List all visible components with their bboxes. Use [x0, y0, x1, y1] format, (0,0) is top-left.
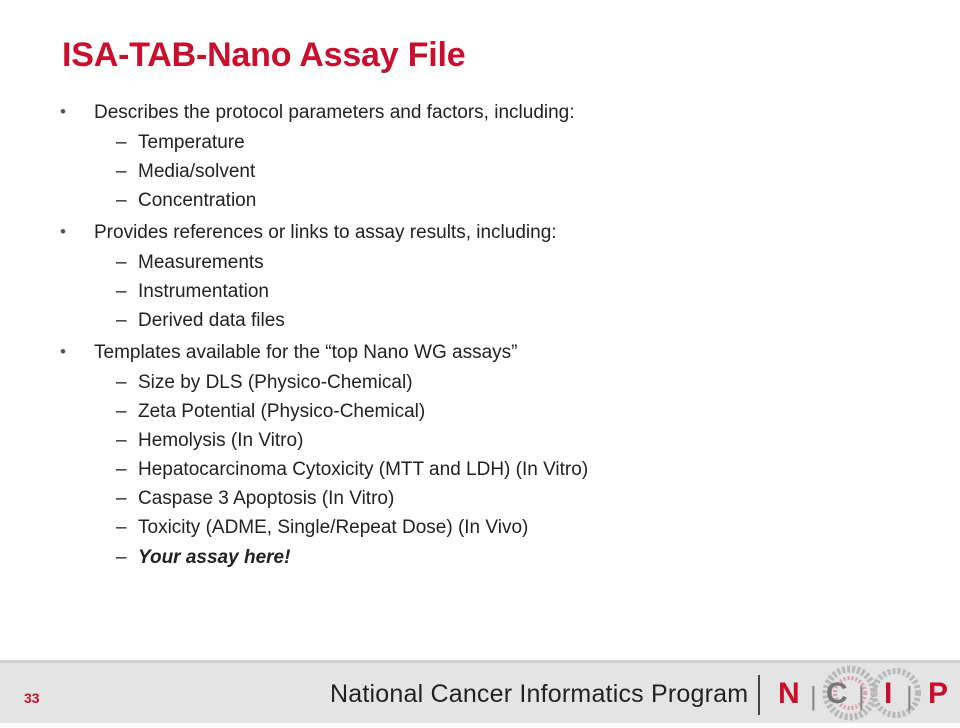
sub-item-text: Derived data files [138, 310, 285, 331]
bullet-mark: • [60, 342, 66, 361]
dash-mark: – [116, 190, 127, 211]
slide-title: ISA-TAB-Nano Assay File [62, 36, 466, 74]
dash-mark: – [116, 401, 127, 422]
sub-item-text: Hepatocarcinoma Cytoxicity (MTT and LDH) (In Vitro) [138, 459, 589, 480]
bullet-text: Describes the protocol parameters and factors, including: [94, 102, 575, 123]
dash-mark: – [116, 517, 127, 538]
dash-mark: – [116, 430, 127, 451]
bullet-text: Templates available for the “top Nano WG assays” [94, 342, 518, 363]
bullet-mark: • [60, 102, 66, 121]
logo-separator: | [810, 681, 817, 711]
ncip-logo [766, 663, 960, 723]
sub-item-text: Your assay here! [138, 547, 291, 568]
dash-mark: – [116, 459, 127, 480]
sub-item-text: Concentration [138, 190, 257, 211]
sub-item-text: Temperature [138, 132, 245, 153]
logo-separator: | [858, 681, 865, 711]
sub-item-text: Toxicity (ADME, Single/Repeat Dose) (In Vivo) [138, 517, 529, 538]
sub-item-text: Media/solvent [138, 161, 256, 182]
dash-mark: – [116, 310, 127, 331]
logo-letter-n: N [778, 677, 800, 710]
dash-mark: – [116, 132, 127, 153]
program-name: National Cancer Informatics Program [330, 680, 749, 708]
dash-mark: – [116, 161, 127, 182]
sub-item-text: Instrumentation [138, 281, 269, 302]
sub-item-text: Size by DLS (Physico-Chemical) [138, 372, 413, 393]
logo-separator: | [906, 681, 913, 711]
bullet-mark: • [60, 222, 66, 241]
footer-divider [758, 675, 760, 715]
page-number: 33 [24, 690, 40, 706]
sub-item-text: Caspase 3 Apoptosis (In Vitro) [138, 488, 395, 509]
sub-item-text: Measurements [138, 252, 264, 273]
logo-letter-p: P [928, 677, 949, 710]
dash-mark: – [116, 252, 127, 273]
dash-mark: – [116, 488, 127, 509]
sub-item-text: Hemolysis (In Vitro) [138, 430, 304, 451]
dash-mark: – [116, 547, 127, 568]
bullet-text: Provides references or links to assay results, including: [94, 222, 557, 243]
dash-mark: – [116, 281, 127, 302]
sub-item-text: Zeta Potential (Physico-Chemical) [138, 401, 426, 422]
slide-footer [0, 660, 960, 723]
dash-mark: – [116, 372, 127, 393]
logo-letter-i: I [884, 677, 893, 710]
logo-letter-c: C [826, 677, 848, 710]
